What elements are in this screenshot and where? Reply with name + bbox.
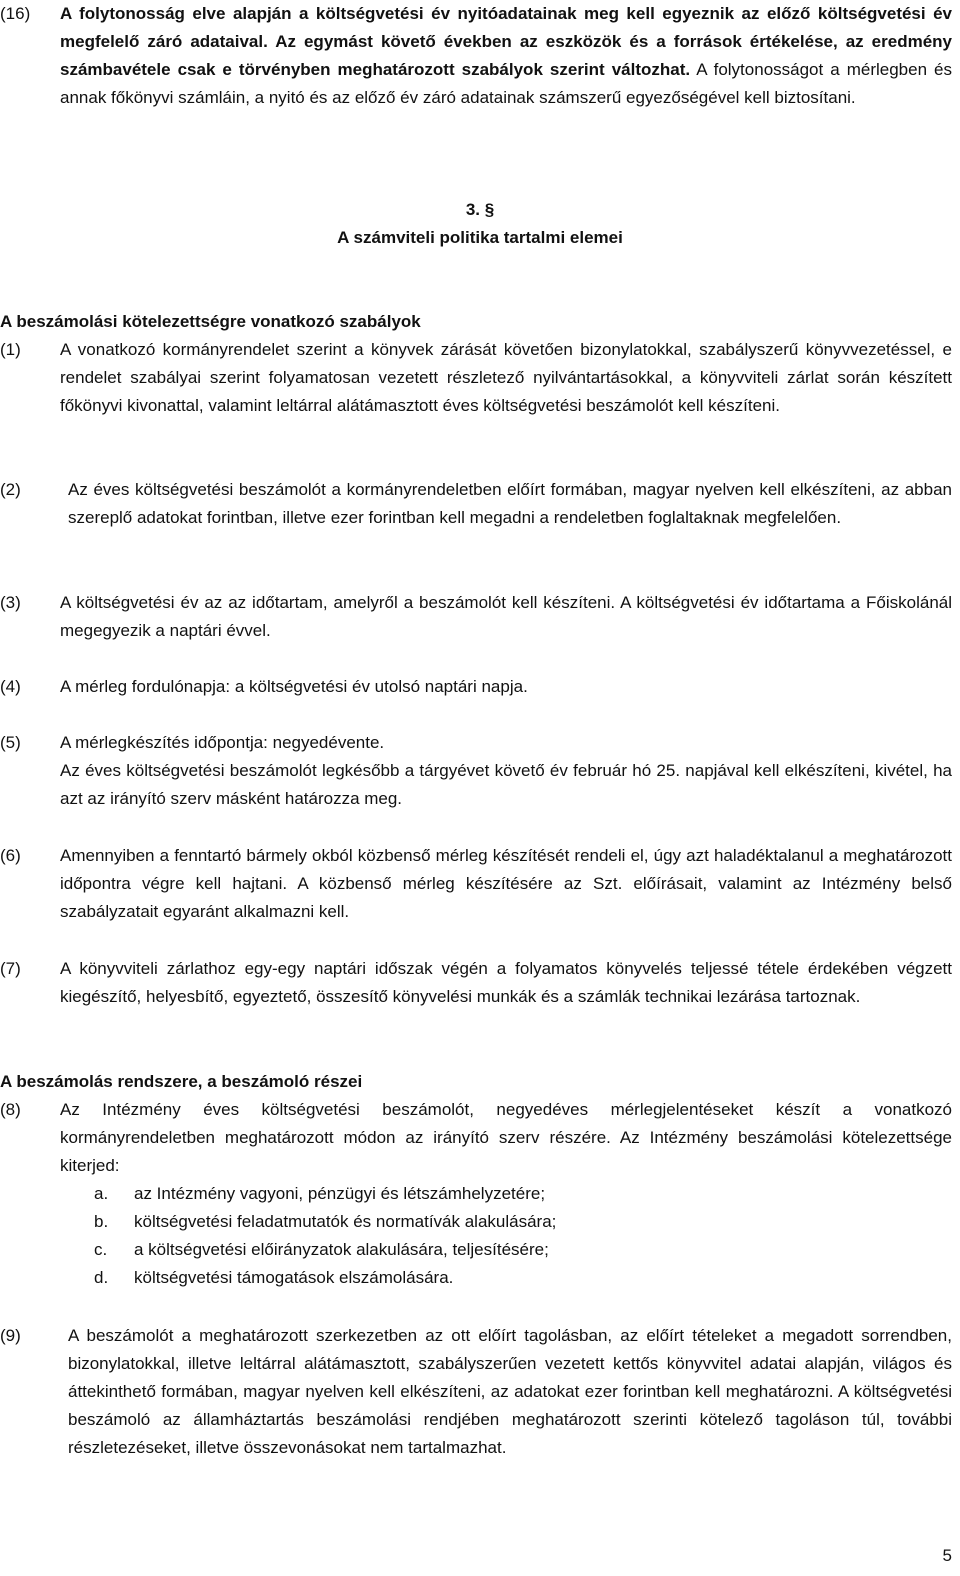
- paragraph-number: (1): [0, 340, 21, 359]
- paragraph-body: [60, 0, 952, 112]
- paragraph-9: [0, 1322, 952, 1462]
- paragraph-8: [0, 1096, 952, 1180]
- paragraph-4: [0, 673, 952, 701]
- paragraph-number: (9): [0, 1326, 21, 1345]
- paragraph-number: (3): [0, 593, 21, 612]
- list-item: [94, 1264, 556, 1292]
- paragraph-body: Az éves költségvetési beszámolót a kormányrendeletben előírt formában, magyar nyelven kell elkészíteni, az abban szereplő adatokat forintban, illetve ezer forintban kell megadni a rendeletben foglaltaknak megfelelően.: [68, 480, 952, 527]
- list-item: [94, 1236, 556, 1264]
- list-item: [94, 1208, 556, 1236]
- list-item: [94, 1180, 556, 1208]
- list-letter: a.: [94, 1184, 109, 1203]
- paragraph-3: [0, 589, 952, 645]
- list-item-text: költségvetési feladatmutatók és normatívák alakulására;: [134, 1212, 557, 1231]
- page-number: 5: [942, 1546, 952, 1565]
- paragraph-number: (8): [0, 1100, 21, 1119]
- paragraph-line: Az éves költségvetési beszámolót legkésőbb a tárgyévet követő év február hó 25. napjával kell elkészíteni, kivétel, ha azt az irányító szerv másként határozza meg.: [60, 761, 952, 808]
- paragraph-line: A mérlegkészítés időpontja: negyedévente.: [60, 733, 385, 752]
- subheading-reporting-rules: A beszámolási kötelezettségre vonatkozó szabályok: [0, 312, 421, 331]
- paragraph-body: A vonatkozó kormányrendelet szerint a könyvek zárását követően bizonylatokkal, szabályszerű könyvvezetéssel, e rendelet szabályai szerint folyamatosan vezetett részletező nyilvántartásokkal, a könyvviteli zárlat során készített főkönyvi kivonattal, valamint leltárral alátámasztott éves költségvetési beszámolót kell készíteni.: [60, 340, 952, 415]
- paragraph-16: [0, 0, 952, 112]
- paragraph-number: (6): [0, 846, 21, 865]
- paragraph-body: A könyvviteli zárlathoz egy-egy naptári időszak végén a folyamatos könyvelés teljessé tétele érdekében végzett kiegészítő, helyesbítő, egyeztető, összesítő könyvelési munkák és a számlák technikai lezárása tartoznak.: [60, 959, 952, 1006]
- paragraph-body: A beszámolót a meghatározott szerkezetben az ott előírt tagolásban, az előírt tételeket a megadott sorrendben, bizonylatokkal, illetve leltárral alátámasztott, szabályszerűen vezetett kettős könyvvitel adatai alapján, világos és áttekinthető formában, magyar nyelven kell elkészíteni, az adatokat ezer forintban kell meghatározni. A költségvetési beszámoló az államháztartás beszámolási rendjében meghatározott szerinti kötelező tagoláson túl, további részletezéseket, illetve összevonásokat nem tartalmazhat.: [68, 1326, 952, 1457]
- paragraph-6: [0, 842, 952, 926]
- principle-title: A folytonosság elve: [60, 4, 226, 23]
- paragraph-1: [0, 336, 952, 420]
- section-title: A számviteli politika tartalmi elemei: [337, 228, 623, 247]
- list-item-text: a költségvetési előirányzatok alakulására, teljesítésére;: [134, 1240, 549, 1259]
- paragraph-body: A mérleg fordulónapja: a költségvetési év utolsó naptári napja.: [60, 677, 528, 696]
- paragraph-body: A költségvetési év az az időtartam, amelyről a beszámolót kell készíteni. A költségvetési év időtartama a Főiskolánál megegyezik a naptári évvel.: [60, 593, 952, 640]
- paragraph-7: [0, 955, 952, 1011]
- paragraph-body: Amennyiben a fenntartó bármely okból közbenső mérleg készítését rendeli el, úgy azt haladéktalanul a meghatározott időpontra végre kell hajtani. A közbenső mérleg készítésére az Szt. előírásait, valamint az Intézmény belső szabályzatait egyaránt alkalmazni kell.: [60, 846, 952, 921]
- paragraph-number: (2): [0, 480, 21, 499]
- paragraph-number: (4): [0, 677, 21, 696]
- list-item-text: az Intézmény vagyoni, pénzügyi és létszámhelyzetére;: [134, 1184, 546, 1203]
- paragraph-2: [0, 476, 952, 532]
- subheading-reporting-system: A beszámolás rendszere, a beszámoló részei: [0, 1072, 363, 1091]
- paragraph-number: (16): [0, 4, 31, 23]
- paragraph-5: [0, 729, 952, 813]
- paragraph-number: (5): [0, 733, 21, 752]
- paragraph-body: [60, 729, 952, 813]
- section-number: 3. §: [465, 200, 495, 219]
- list-letter: d.: [94, 1268, 109, 1287]
- list-letter: c.: [94, 1240, 108, 1259]
- principle-text: alapján a költségvetési év nyitóadatainak meg kell egyeznik az előző költségvetési év megfelelő záró adataival. Az egymást követő években az eszközök és a források értékelése, az eredmény számbavétele csak e törvényben meghatározott szabályok szerint változhat.: [60, 4, 952, 79]
- list-item-text: költségvetési támogatások elszámolására.: [134, 1268, 454, 1287]
- paragraph-number: (7): [0, 959, 21, 978]
- principle-text-plain: A folytonosságot a mérlegben és annak főkönyvi számláin, a nyitó és az előző év záró adatainak számszerű egyezőségével kell biztosítani.: [60, 60, 953, 107]
- paragraph-body: Az Intézmény éves költségvetési beszámolót, negyedéves mérlegjelentéseket készít a vonatkozó kormányrendeletben meghatározott módon az irányító szerv részére. Az Intézmény beszámolási kötelezettsége kiterjed:: [60, 1100, 952, 1175]
- list-letter: b.: [94, 1212, 109, 1231]
- reporting-scope-list: [94, 1180, 556, 1292]
